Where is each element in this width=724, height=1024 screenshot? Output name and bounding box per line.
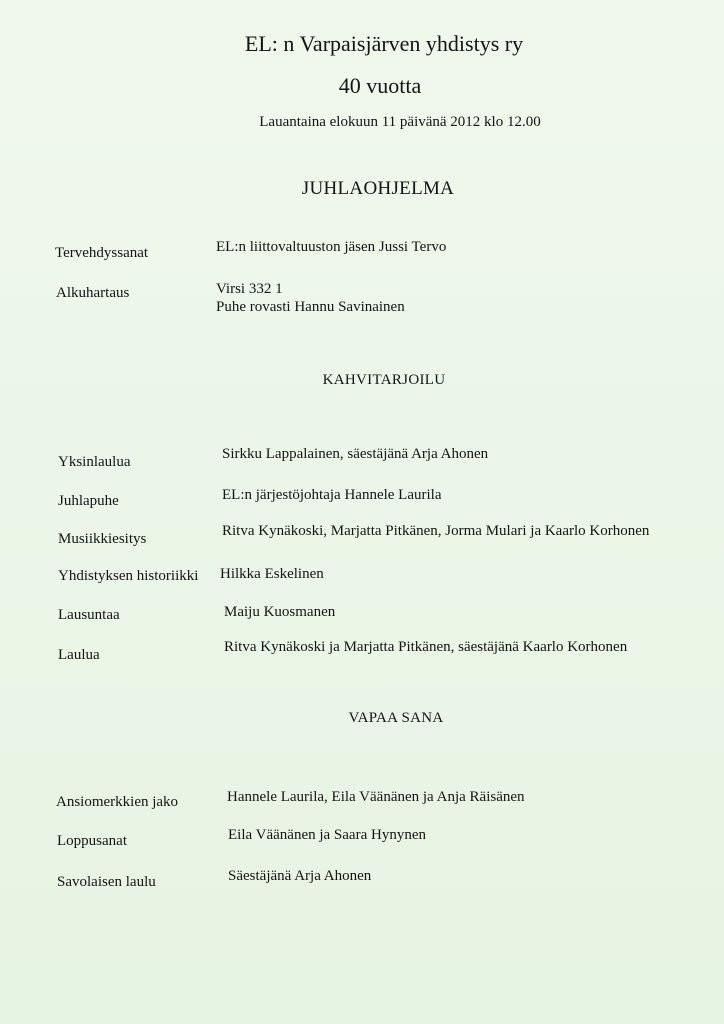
program-item-label: Juhlapuhe [58,493,119,509]
program-item-label: Musiikkiesitys [58,531,147,547]
program-item-value-2: Puhe rovasti Hannu Savinainen [216,299,405,315]
anniversary-title: 40 vuotta [338,73,422,98]
program-item-label: Tervehdyssanat [55,245,149,261]
coffee-break-heading: KAHVITARJOILU [322,372,446,388]
program-item-value: Sirkku Lappalainen, säestäjänä Arja Ahonen [222,446,489,462]
program-item-value: Hannele Laurila, Eila Väänänen ja Anja Räisänen [227,789,525,805]
program-item-label: Alkuhartaus [56,285,130,301]
program-item-label: Savolaisen laulu [57,874,156,890]
free-word-heading: VAPAA SANA [348,710,444,726]
program-item-label: Loppusanat [57,833,127,849]
program-item-value: EL:n liittovaltuuston jäsen Jussi Tervo [216,239,447,255]
program-item-value: Ritva Kynäkoski, Marjatta Pitkänen, Jorma Mulari ja Kaarlo Korhonen [222,523,650,539]
program-item-value: Säestäjänä Arja Ahonen [228,868,372,884]
program-item-value: Hilkka Eskelinen [220,566,324,582]
program-item-label: Laulua [58,647,100,663]
program-item-label: Yksinlaulua [58,454,131,470]
program-item-value: EL:n järjestöjohtaja Hannele Laurila [222,487,442,503]
program-item-label: Yhdistyksen historiikki [58,568,199,584]
organization-title: EL: n Varpaisjärven yhdistys ry [244,31,524,56]
program-heading: JUHLAOHJELMA [301,178,455,199]
program-item-value: Ritva Kynäkoski ja Marjatta Pitkänen, säestäjänä Kaarlo Korhonen [224,639,628,655]
program-item-value: Eila Väänänen ja Saara Hynynen [228,827,426,843]
event-date: Lauantaina elokuun 11 päivänä 2012 klo 12.00 [259,114,541,130]
program-item-label: Lausuntaa [58,607,120,623]
program-item-label: Ansiomerkkien jako [56,794,179,810]
program-item-value: Virsi 332 1 [216,281,283,297]
program-item-value: Maiju Kuosmanen [224,604,336,620]
